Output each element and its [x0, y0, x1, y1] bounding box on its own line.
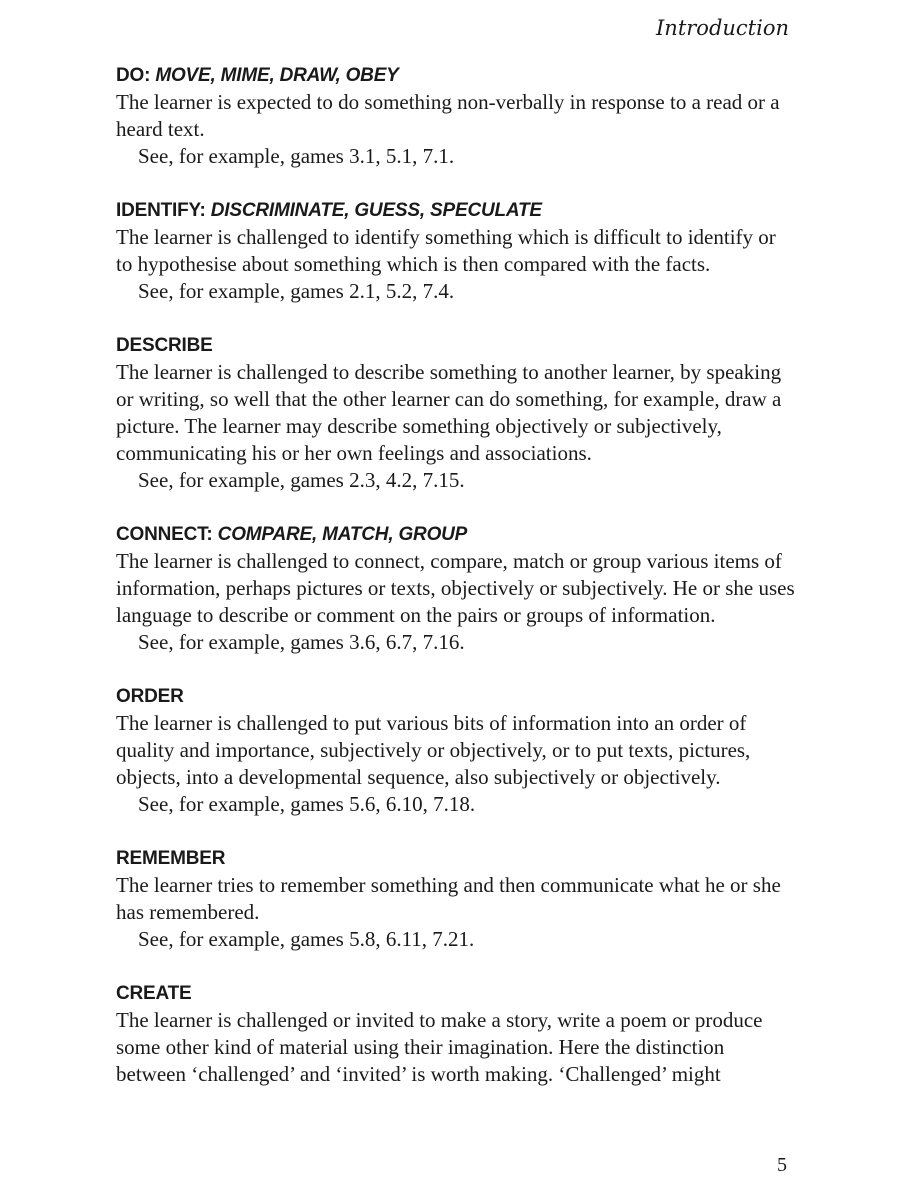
heading-sub: DISCRIMINATE, GUESS, SPECULATE [210, 200, 542, 221]
see-also-reference: See, for example, games 2.1, 5.2, 7.4. [138, 279, 455, 303]
section-connect [116, 521, 796, 656]
section-body: The learner is challenged or invited to make a story, write a poem or produce some other kind of material using their imagination. Here the distinction between ‘challenged’ and ‘invited’ is worth making. ‘Challenged’ might [116, 1008, 763, 1086]
section-heading [116, 521, 796, 548]
section-heading [116, 980, 796, 1007]
see-also-reference: See, for example, games 3.6, 6.7, 7.16. [138, 630, 465, 654]
section-body: The learner is challenged to put various bits of information into an order of quality and importance, subjectively or objectively, or to put texts, pictures, objects, into a developmental sequence, also subjectively or objectively. [116, 711, 751, 789]
running-head: Introduction [656, 16, 789, 40]
section-do [116, 62, 796, 170]
section-heading [116, 62, 796, 89]
section-remember [116, 845, 796, 953]
page-content [116, 62, 796, 1115]
section-heading [116, 845, 796, 872]
section-body: The learner is challenged to describe something to another learner, by speaking or writing, so well that the other learner can do something, for example, draw a picture. The learner may describe something objectively or subjectively, communicating his or her own feelings and associations. [116, 360, 782, 465]
section-heading [116, 683, 796, 710]
section-heading [116, 197, 796, 224]
heading-sub: COMPARE, MATCH, GROUP [217, 524, 468, 545]
heading-main: ORDER [116, 686, 184, 707]
section-body: The learner tries to remember something and then communicate what he or she has remembered. [116, 873, 781, 924]
see-also-reference: See, for example, games 2.3, 4.2, 7.15. [138, 468, 465, 492]
heading-main: REMEMBER [116, 848, 226, 869]
section-body: The learner is challenged to identify something which is difficult to identify or to hypothesise about something which is then compared with the facts. [116, 225, 776, 276]
heading-main: CONNECT: [116, 524, 213, 545]
heading-main: DESCRIBE [116, 335, 213, 356]
page-number: 5 [777, 1154, 787, 1176]
heading-main: DO: [116, 65, 151, 86]
heading-main: CREATE [116, 983, 192, 1004]
heading-main: IDENTIFY: [116, 200, 206, 221]
heading-sub: MOVE, MIME, DRAW, OBEY [155, 65, 399, 86]
section-body: The learner is challenged to connect, compare, match or group various items of information, perhaps pictures or texts, objectively or subjectively. He or she uses language to describe or comment on the pairs or groups of information. [116, 549, 795, 627]
section-body: The learner is expected to do something non-verbally in response to a read or a heard text. [116, 90, 780, 141]
section-create [116, 980, 796, 1088]
see-also-reference: See, for example, games 5.8, 6.11, 7.21. [138, 927, 475, 951]
section-order [116, 683, 796, 818]
section-heading [116, 332, 796, 359]
see-also-reference: See, for example, games 5.6, 6.10, 7.18. [138, 792, 476, 816]
section-describe [116, 332, 796, 494]
see-also-reference: See, for example, games 3.1, 5.1, 7.1. [138, 144, 455, 168]
section-identify [116, 197, 796, 305]
